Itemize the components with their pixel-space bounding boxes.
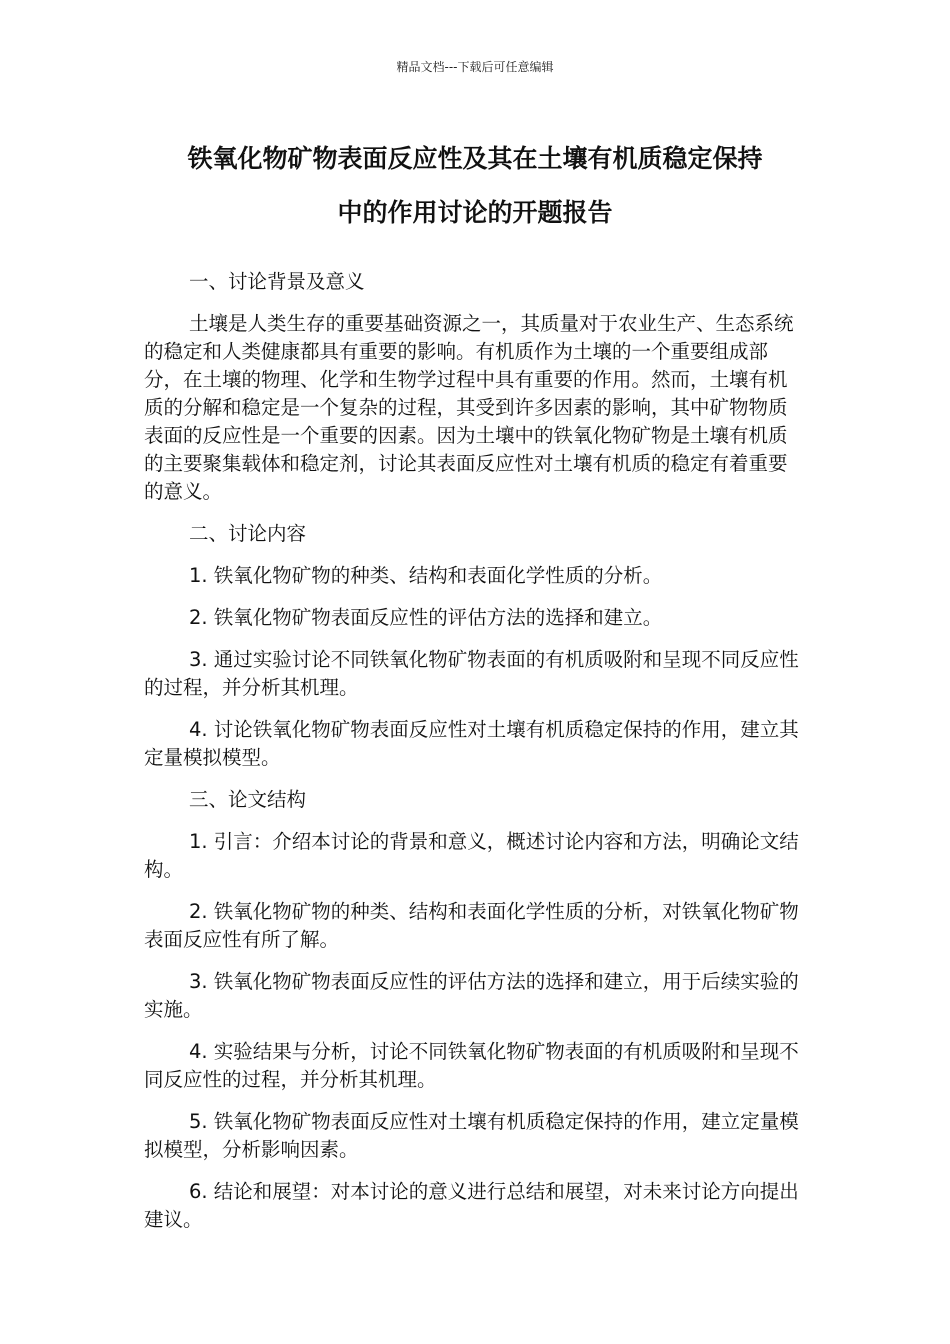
structure-item-4: 4. 实验结果与分析，讨论不同铁氧化物矿物表面的有机质吸附和呈现不同反应性的过程，并分析其机理。 [144, 1040, 799, 1091]
content-item-3: 3. 通过实验讨论不同铁氧化物矿物表面的有机质吸附和呈现不同反应性的过程，并分析其机理。 [144, 648, 799, 699]
structure-item-2: 2. 铁氧化物矿物的种类、结构和表面化学性质的分析，对铁氧化物矿物表面反应性有所了解。 [144, 900, 799, 951]
structure-item-5: 5. 铁氧化物矿物表面反应性对土壤有机质稳定保持的作用，建立定量模拟模型，分析影响因素。 [144, 1110, 799, 1161]
content-item-1: 1. 铁氧化物矿物的种类、结构和表面化学性质的分析。 [189, 564, 663, 587]
section-heading-content: 二、讨论内容 [189, 522, 307, 545]
section-heading-structure: 三、论文结构 [189, 788, 307, 811]
background-paragraph: 土壤是人类生存的重要基础资源之一，其质量对于农业生产、生态系统的稳定和人类健康都具有重要的影响。有机质作为土壤的一个重要组成部分，在土壤的物理、化学和生物学过程中具有重要的作用。然而，土壤有机质的分解和稳定是一个复杂的过程，其受到许多因素的影响，其中矿物物质表面的反应性是一个重要的因素。因为土壤中的铁氧化物矿物是土壤有机质的主要聚集载体和稳定剂，讨论其表面反应性对土壤有机质的稳定有着重要的意义。 [144, 312, 794, 503]
title-line-1: 铁氧化物矿物表面反应性及其在土壤有机质稳定保持 [187, 144, 763, 173]
structure-item-3: 3. 铁氧化物矿物表面反应性的评估方法的选择和建立，用于后续实验的实施。 [144, 970, 799, 1021]
header-note: 精品文档---下载后可任意编辑 [396, 60, 554, 74]
content-item-4: 4. 讨论铁氧化物矿物表面反应性对土壤有机质稳定保持的作用，建立其定量模拟模型。 [144, 718, 799, 769]
document-body [144, 268, 804, 1248]
structure-item-6: 6. 结论和展望：对本讨论的意义进行总结和展望，对未来讨论方向提出建议。 [144, 1180, 799, 1231]
title-line-2: 中的作用讨论的开题报告 [337, 198, 613, 227]
document-title [140, 132, 810, 240]
structure-item-1: 1. 引言：介绍本讨论的背景和意义，概述讨论内容和方法，明确论文结构。 [144, 830, 799, 881]
section-heading-background: 一、讨论背景及意义 [189, 270, 365, 293]
content-item-2: 2. 铁氧化物矿物表面反应性的评估方法的选择和建立。 [189, 606, 663, 629]
